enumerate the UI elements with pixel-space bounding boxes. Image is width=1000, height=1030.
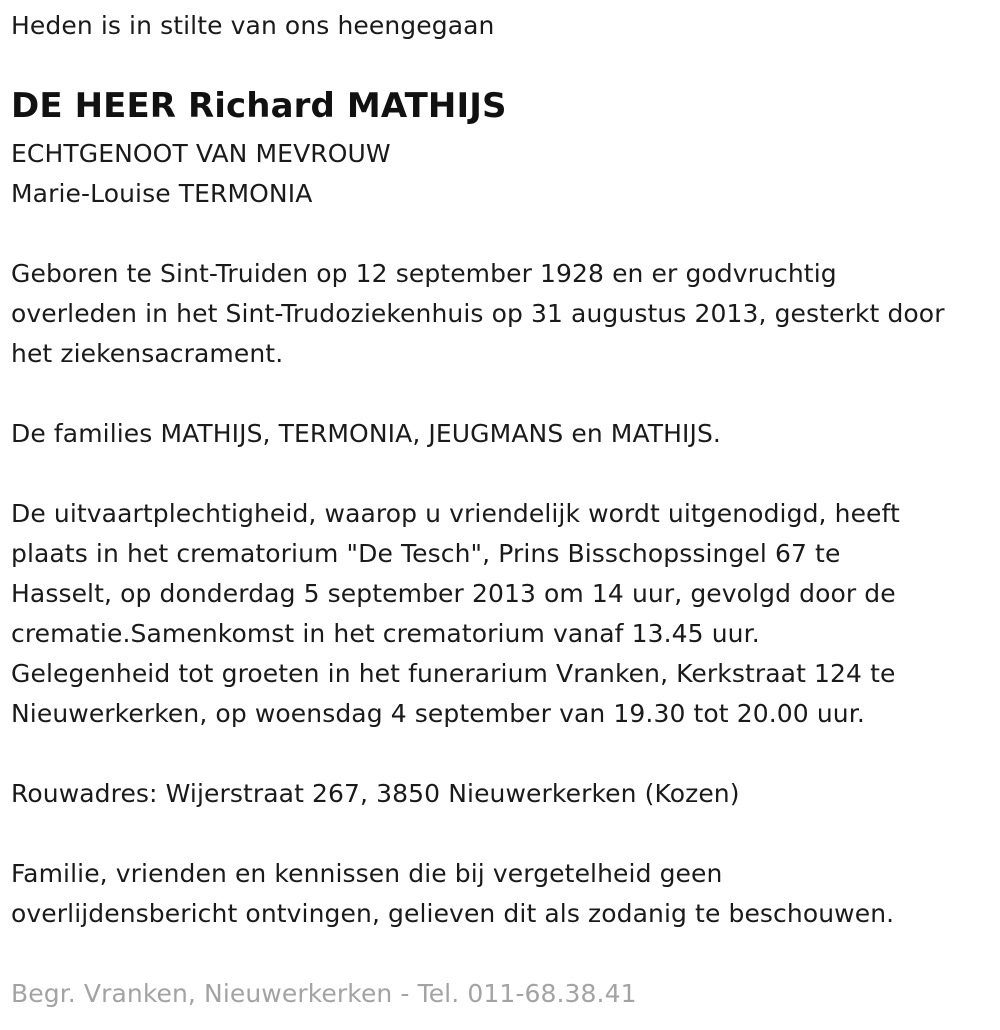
notice-line: Familie, vrienden en kennissen die bij vergetelheid geen: [11, 859, 723, 888]
undertaker-footer: Begr. Vranken, Nieuwerkerken - Tel. 011-68.38.41: [11, 979, 637, 1008]
birth-death-line: overleden in het Sint-Trudoziekenhuis op 31 augustus 2013, gesterkt door: [11, 299, 945, 328]
ceremony-line: Gelegenheid tot groeten in het funerarium Vranken, Kerkstraat 124 te: [11, 659, 896, 688]
ceremony-line: plaats in het crematorium "De Tesch", Prins Bisschopssingel 67 te: [11, 539, 841, 568]
birth-death-line: het ziekensacrament.: [11, 339, 284, 368]
relation-text: ECHTGENOOT VAN MEVROUW: [11, 139, 391, 168]
ceremony-line: De uitvaartplechtigheid, waarop u vriendelijk wordt uitgenodigd, heeft: [11, 499, 900, 528]
ceremony-line: Nieuwerkerken, op woensdag 4 september van 19.30 tot 20.00 uur.: [11, 699, 865, 728]
intro-text: Heden is in stilte van ons heengegaan: [11, 11, 495, 40]
spouse-name: Marie-Louise TERMONIA: [11, 179, 313, 208]
families-text: De families MATHIJS, TERMONIA, JEUGMANS en MATHIJS.: [11, 419, 721, 448]
ceremony-line: crematie.Samenkomst in het crematorium vanaf 13.45 uur.: [11, 619, 760, 648]
deceased-name: DE HEER Richard MATHIJS: [11, 86, 507, 126]
notice-line: overlijdensbericht ontvingen, gelieven dit als zodanig te beschouwen.: [11, 899, 895, 928]
birth-death-line: Geboren te Sint-Truiden op 12 september 1928 en er godvruchtig: [11, 259, 837, 288]
ceremony-line: Hasselt, op donderdag 5 september 2013 om 14 uur, gevolgd door de: [11, 579, 896, 608]
address-text: Rouwadres: Wijerstraat 267, 3850 Nieuwerkerken (Kozen): [11, 779, 740, 808]
